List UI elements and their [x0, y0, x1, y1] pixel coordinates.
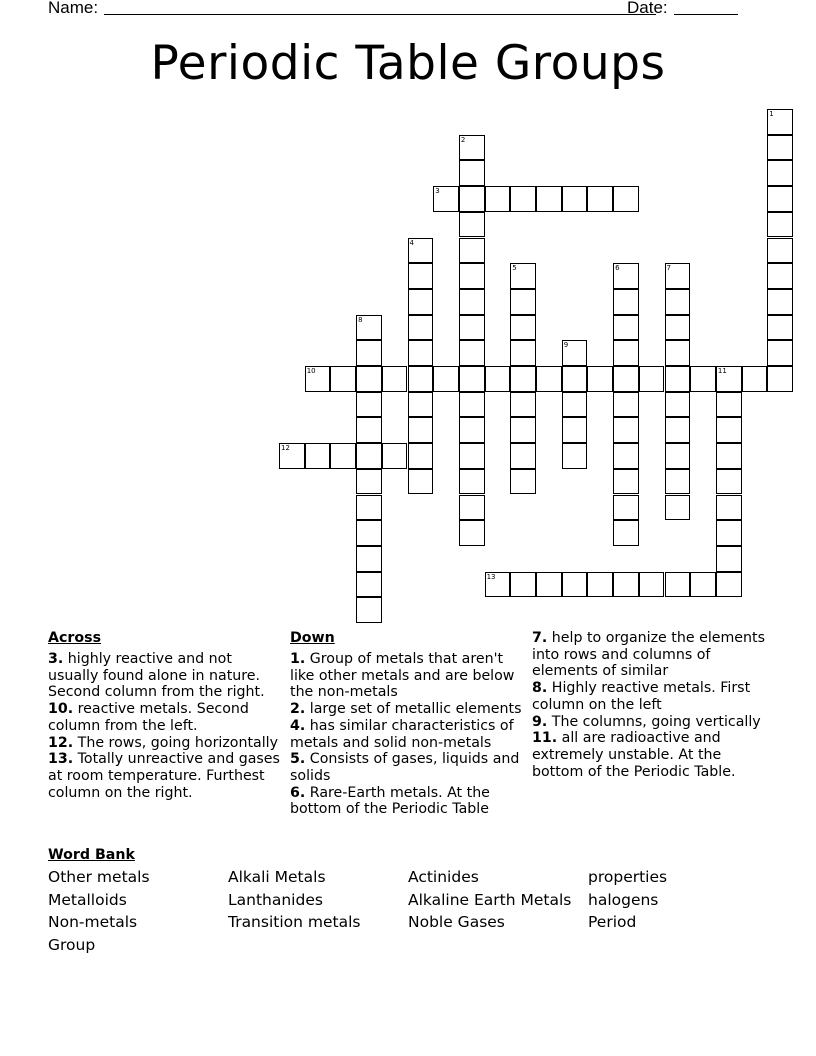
down-clues-continued: [532, 630, 772, 780]
crossword-cell[interactable]: [356, 340, 382, 366]
crossword-cell[interactable]: [613, 572, 639, 598]
clue-number: 4: [409, 238, 414, 247]
word-bank-list: [48, 866, 768, 956]
page-title: Periodic Table Groups: [150, 36, 666, 91]
crossword-cell[interactable]: [587, 186, 613, 212]
crossword-cell[interactable]: [767, 160, 793, 186]
crossword-cell[interactable]: [459, 417, 485, 443]
crossword-cell[interactable]: [330, 366, 356, 392]
clue-num: 13.: [48, 751, 74, 768]
crossword-cell[interactable]: [742, 366, 768, 392]
crossword-cell[interactable]: [356, 546, 382, 572]
crossword-cell[interactable]: [356, 417, 382, 443]
word-bank-item: halogens: [588, 890, 659, 909]
clue-num: 7.: [532, 630, 548, 646]
clue-number: 8: [358, 315, 363, 324]
word-bank-item: Noble Gases: [408, 913, 505, 931]
crossword-cell[interactable]: [665, 366, 691, 392]
crossword-cell[interactable]: [716, 572, 742, 598]
crossword-cell[interactable]: [382, 366, 408, 392]
across-heading: Across: [48, 630, 102, 646]
clue-text: Group of metals that aren't like other metals and are below the non-metals: [290, 651, 515, 701]
crossword-cell[interactable]: [767, 315, 793, 341]
crossword-cell[interactable]: [716, 443, 742, 469]
clue-num: 9.: [532, 713, 548, 730]
word-bank-item: Transition metals: [228, 913, 361, 931]
crossword-cell[interactable]: [459, 340, 485, 366]
word-bank-heading: Word Bank: [48, 847, 135, 863]
word-bank-item: Alkaline Earth Metals: [408, 890, 572, 909]
crossword-cell[interactable]: [613, 315, 639, 341]
crossword-cell[interactable]: [767, 366, 793, 392]
crossword-cell[interactable]: [613, 495, 639, 521]
clue: [48, 651, 284, 701]
crossword-cell[interactable]: [767, 340, 793, 366]
crossword-cell[interactable]: [562, 392, 588, 418]
crossword-cell[interactable]: [536, 186, 562, 212]
crossword-cell[interactable]: [562, 340, 588, 366]
crossword-cell[interactable]: [408, 469, 434, 495]
crossword-cell[interactable]: [408, 289, 434, 315]
crossword-cell[interactable]: [562, 572, 588, 598]
clue: [48, 701, 284, 734]
crossword-cell[interactable]: [485, 366, 511, 392]
crossword-cell[interactable]: [690, 572, 716, 598]
crossword-cell[interactable]: [459, 135, 485, 161]
clue: [48, 751, 284, 801]
clue-number: 13: [486, 572, 496, 581]
crossword-cell[interactable]: [510, 572, 536, 598]
crossword-cell[interactable]: [459, 495, 485, 521]
word-bank-item: properties: [588, 868, 668, 886]
crossword-cell[interactable]: [613, 392, 639, 418]
crossword-cell[interactable]: [587, 366, 613, 392]
crossword-cell[interactable]: [665, 572, 691, 598]
crossword-cell[interactable]: [562, 417, 588, 443]
clue-num: 8.: [532, 680, 548, 697]
clue-number: 5: [512, 264, 517, 273]
crossword-cell[interactable]: [562, 443, 588, 469]
clue: [532, 730, 772, 780]
clue: [290, 718, 526, 751]
crossword-cell[interactable]: [665, 417, 691, 443]
crossword-cell[interactable]: [330, 443, 356, 469]
clue-text: Consists of gases, liquids and solids: [290, 751, 520, 784]
clue-text: The rows, going horizontally: [77, 734, 279, 751]
word-bank-item: Other metals: [48, 868, 150, 886]
crossword-cell[interactable]: [408, 315, 434, 341]
clue: [290, 701, 526, 718]
clue-text: Rare-Earth metals. At the bottom of the Periodic Table: [290, 784, 490, 818]
crossword-cell[interactable]: [305, 366, 331, 392]
crossword-cell[interactable]: [716, 417, 742, 443]
crossword-cell[interactable]: [459, 212, 485, 238]
crossword-cell[interactable]: [587, 572, 613, 598]
crossword-cell[interactable]: [665, 289, 691, 315]
crossword-cell[interactable]: [408, 392, 434, 418]
crossword-cell[interactable]: [510, 469, 536, 495]
clue-number: 10: [306, 367, 316, 375]
crossword-cell[interactable]: [536, 572, 562, 598]
crossword-cell[interactable]: [356, 469, 382, 495]
clue-number: 12: [281, 444, 290, 453]
clue-num: 6.: [290, 784, 306, 801]
clue-text: highly reactive and not usually found alone in nature. Second column from the right.: [48, 651, 265, 701]
clue-text: The columns, going vertically: [551, 713, 761, 730]
crossword-cell[interactable]: [767, 186, 793, 212]
crossword-cell[interactable]: [536, 366, 562, 392]
crossword-cell[interactable]: [613, 520, 639, 546]
crossword-cell[interactable]: [459, 315, 485, 341]
crossword-cell[interactable]: [613, 263, 639, 289]
crossword-cell[interactable]: [459, 186, 485, 212]
clue-text: reactive metals. Second column from the left.: [48, 701, 249, 734]
crossword-cell[interactable]: [356, 520, 382, 546]
crossword-cell[interactable]: [665, 263, 691, 289]
crossword-cell[interactable]: [716, 520, 742, 546]
word-bank-item: Lanthanides: [228, 890, 323, 909]
clue: [48, 735, 284, 752]
crossword-cell[interactable]: [510, 417, 536, 443]
clue-num: 5.: [290, 751, 306, 768]
crossword-cell[interactable]: [459, 520, 485, 546]
crossword-cell[interactable]: [459, 469, 485, 495]
word-bank-item: Group: [48, 935, 96, 954]
down-clue-list: [290, 651, 526, 818]
crossword-cell[interactable]: [408, 417, 434, 443]
crossword-cell[interactable]: [356, 495, 382, 521]
clue-num: 4.: [290, 717, 306, 734]
crossword-cell[interactable]: [459, 392, 485, 418]
crossword-cell[interactable]: [433, 366, 459, 392]
crossword-cell[interactable]: [510, 315, 536, 341]
down-clues: [290, 630, 526, 818]
across-clue-list: [48, 651, 284, 801]
word-bank-item: Non-metals: [48, 913, 138, 931]
crossword-cell[interactable]: [356, 315, 382, 341]
crossword-cell[interactable]: [382, 443, 408, 469]
clue-number: 9: [563, 341, 569, 350]
crossword-cell[interactable]: [613, 443, 639, 469]
crossword-cell[interactable]: [510, 392, 536, 418]
word-bank-item: Metalloids: [48, 890, 127, 909]
down-clue-list-continued: [532, 630, 772, 780]
clue-num: 2.: [290, 701, 306, 718]
crossword-cell[interactable]: [510, 289, 536, 315]
crossword-cell[interactable]: [408, 263, 434, 289]
clue-text: all are radioactive and extremely unstable. At the bottom of the Periodic Table.: [532, 730, 736, 780]
clue-number: 2: [460, 135, 466, 144]
clue-num: 12.: [48, 734, 74, 751]
clue: [290, 785, 526, 818]
clue-text: Highly reactive metals. First column on the left: [532, 680, 751, 713]
crossword-cell[interactable]: [356, 597, 382, 623]
crossword-cell[interactable]: [639, 572, 665, 598]
crossword-cell[interactable]: [305, 443, 331, 469]
crossword-cell[interactable]: [510, 443, 536, 469]
clue: [532, 714, 772, 731]
crossword-cell[interactable]: [356, 572, 382, 598]
clue: [532, 630, 772, 680]
date-label: Date:: [627, 0, 668, 17]
crossword-cell[interactable]: [665, 340, 691, 366]
clue-text: has similar characteristics of metals and solid non-metals: [290, 717, 514, 751]
crossword-cell[interactable]: [485, 186, 511, 212]
crossword-cell[interactable]: [716, 495, 742, 521]
crossword-cell[interactable]: [767, 289, 793, 315]
crossword-cell[interactable]: [613, 340, 639, 366]
clue-number: 11: [717, 367, 727, 375]
crossword-cell[interactable]: [613, 469, 639, 495]
crossword-cell[interactable]: [510, 263, 536, 289]
word-bank-item: Period: [588, 913, 637, 931]
crossword-cell[interactable]: [613, 186, 639, 212]
crossword-cell[interactable]: [665, 443, 691, 469]
word-bank-item: Actinides: [408, 868, 479, 886]
clue-text: help to organize the elements into rows and columns of elements of similar: [532, 630, 765, 680]
clue-num: 11.: [532, 730, 558, 747]
crossword-cell[interactable]: [485, 572, 511, 598]
crossword-cell[interactable]: [459, 443, 485, 469]
name-label: Name:: [48, 0, 99, 17]
crossword-cell[interactable]: [767, 109, 793, 135]
crossword-cell[interactable]: [613, 417, 639, 443]
crossword-cell[interactable]: [459, 366, 485, 392]
crossword-cell[interactable]: [510, 340, 536, 366]
clue-number: 3: [435, 187, 440, 196]
crossword-cell[interactable]: [356, 443, 382, 469]
crossword-cell[interactable]: [767, 135, 793, 161]
crossword-cell[interactable]: [716, 469, 742, 495]
crossword-cell[interactable]: [716, 392, 742, 418]
crossword-cell[interactable]: [665, 469, 691, 495]
clue-num: 3.: [48, 651, 64, 667]
crossword-cell[interactable]: [767, 238, 793, 264]
clue-text: Totally unreactive and gases at room temperature. Furthest column on the right.: [48, 751, 280, 801]
crossword-cell[interactable]: [408, 366, 434, 392]
crossword-cell[interactable]: [716, 546, 742, 572]
crossword-cell[interactable]: [408, 443, 434, 469]
crossword-cell[interactable]: [665, 315, 691, 341]
crossword-cell[interactable]: [510, 186, 536, 212]
clue-text: large set of metallic elements: [309, 701, 522, 718]
word-bank: [48, 847, 768, 956]
crossword-cell[interactable]: [356, 366, 382, 392]
crossword-cell[interactable]: [665, 495, 691, 521]
crossword-cell[interactable]: [459, 238, 485, 264]
clue: [532, 680, 772, 713]
crossword-cell[interactable]: [639, 366, 665, 392]
crossword-cell[interactable]: [408, 238, 434, 264]
crossword-cell[interactable]: [562, 186, 588, 212]
clue: [290, 751, 526, 784]
crossword-cell[interactable]: [356, 392, 382, 418]
clue-number: 6: [615, 264, 620, 273]
across-clues: [48, 630, 284, 801]
crossword-cell[interactable]: [408, 340, 434, 366]
crossword-cell[interactable]: [459, 160, 485, 186]
crossword-cell[interactable]: [459, 289, 485, 315]
crossword-cell[interactable]: [767, 263, 793, 289]
clue-number: 1: [769, 110, 774, 118]
crossword-cell[interactable]: [716, 366, 742, 392]
clue: [290, 651, 526, 701]
down-heading: Down: [290, 630, 335, 646]
clue-num: 10.: [48, 701, 74, 718]
crossword-cell[interactable]: [665, 392, 691, 418]
crossword-cell[interactable]: [767, 212, 793, 238]
crossword-cell[interactable]: [613, 289, 639, 315]
crossword-cell[interactable]: [562, 366, 588, 392]
clue-number: 7: [666, 264, 671, 273]
crossword-cell[interactable]: [690, 366, 716, 392]
crossword-cell[interactable]: [613, 366, 639, 392]
crossword-cell[interactable]: [510, 366, 536, 392]
crossword-cell[interactable]: [433, 186, 459, 212]
crossword-cell[interactable]: [459, 263, 485, 289]
clue-num: 1.: [290, 651, 306, 667]
crossword-cell[interactable]: [279, 443, 305, 469]
word-bank-item: Alkali Metals: [228, 868, 326, 886]
